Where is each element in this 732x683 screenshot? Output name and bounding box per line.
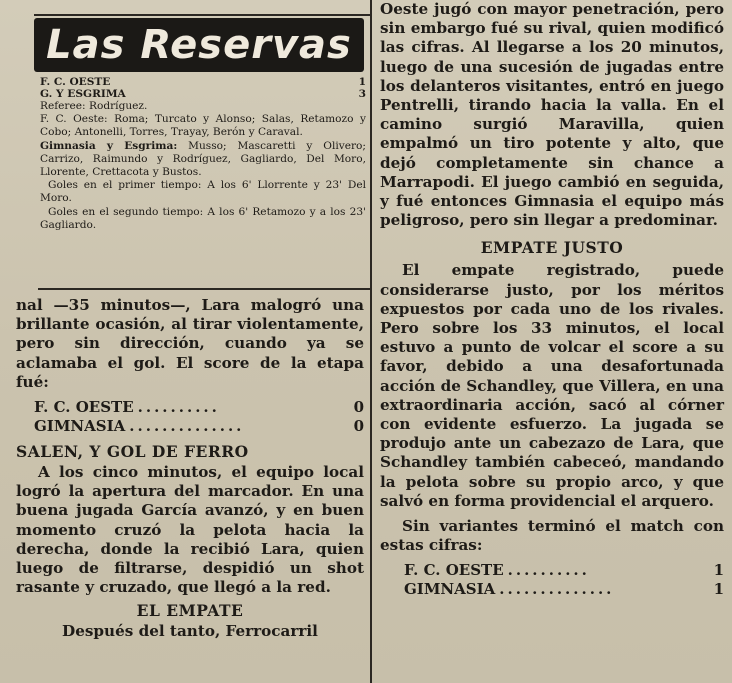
goals-second-half: Goles en el segundo tiempo: A los 6' Retamozo y a los 23' Gagliardo.	[40, 205, 366, 231]
lineup-gimnasia-label: Gimnasia y Esgrima:	[40, 139, 178, 152]
summary-goals: 1	[358, 76, 366, 88]
score-dots: ..........	[507, 561, 590, 580]
left-paragraph-2: A los cinco minutos, el equipo local logró la apertura del marcador. En una buena jugada García avanzó, y en buen momento cruzó la pelota hacia la derecha, donde la recibió Lara, quien luego de filtrarse, despidió un shot rasante y cruzado, que llegó a la red.	[16, 463, 364, 597]
lineup-gimnasia-players: Musso; Mascaretti y Olivero; Carrizo, Raimundo y Rodríguez, Gagliardo, Del Moro, Llorente, Crettacota y Bustos.	[40, 139, 367, 179]
score-goals: 0	[353, 417, 364, 436]
column-divider	[370, 0, 372, 683]
score-row	[404, 580, 724, 599]
right-paragraph-2: El empate registrado, puede considerarse justo, por los méritos expuestos por cada uno de los rivales. Pero sobre los 33 minutos, el local estuvo a punto de volcar el score a su favor, debido a una desafortunada acción de Schandley, que Villera, en una extraordinaria acción, sacó al córner con evidente esfuerzo. La jugada se produjo ante un cabezazo de Lara, que Schandley también cabeceó, mandando la pelota sobre su propio arco, y que salvó en forma providencial el arquero.	[380, 261, 724, 510]
summary-team: F. C. OESTE	[40, 76, 111, 88]
goals-first-half: Goles en el primer tiempo: A los 6' Llorrente y 23' Del Moro.	[40, 179, 366, 205]
summary-score-row	[40, 88, 366, 100]
score-team: GIMNASIA	[404, 580, 496, 599]
referee-line: Referee: Rodríguez.	[40, 100, 148, 112]
section-banner: Las Reservas	[34, 18, 364, 72]
final-scores	[380, 555, 724, 599]
score-goals: 1	[713, 561, 724, 580]
lineup-oeste: F. C. Oeste: Roma; Turcato y Alonso; Salas, Retamozo y Cobo; Antonelli, Torres, Trayay, Berón y Caraval.	[40, 113, 366, 139]
score-team: F. C. OESTE	[404, 561, 504, 580]
lineup-gimnasia	[40, 140, 366, 180]
subheading-salen: SALEN, Y GOL DE FERRO	[16, 442, 249, 462]
score-row	[34, 398, 364, 417]
right-paragraph-1: Oeste jugó con mayor penetración, pero sin embargo fué su rival, quien modificó las cifras. Al llegarse a los 20 minutos, luego de una sucesión de jugadas entre los delanteros visitantes, entró en juego Pentrelli, tirando hacia la valla. En el camino surgió Maravilla, quien empalmó un tiro potente y alto, que dejó completamente sin chance a Marrapodi. El juego cambió en seguida, y fué entonces Gimnasia el equipo más peligroso, pero sin llegar a predominar.	[380, 0, 724, 230]
right-body	[380, 0, 724, 599]
summary-box	[26, 14, 368, 286]
right-column	[380, 0, 724, 683]
score-dots: ..............	[129, 417, 245, 436]
summary-text	[40, 76, 366, 232]
summary-goals: 3	[358, 88, 366, 100]
left-paragraph-3: Después del tanto, Ferrocarril	[62, 622, 318, 641]
subheading-empate: EL EMPATE	[136, 601, 244, 621]
score-goals: 1	[713, 580, 724, 599]
score-dots: ..........	[137, 398, 220, 417]
summary-team: G. Y ESGRIMA	[40, 88, 126, 100]
half-time-scores	[16, 392, 364, 438]
score-team: GIMNASIA	[34, 417, 126, 436]
summary-bottom-rule	[38, 288, 370, 290]
score-row	[404, 561, 724, 580]
score-team: F. C. OESTE	[34, 398, 134, 417]
score-dots: ..............	[499, 580, 615, 599]
subheading-empate-justo: EMPATE JUSTO	[480, 238, 624, 258]
score-row	[34, 417, 364, 436]
summary-top-rule	[34, 14, 370, 16]
summary-score-row	[40, 76, 366, 88]
score-goals: 0	[353, 398, 364, 417]
right-paragraph-3: Sin variantes terminó el match con estas cifras:	[380, 517, 724, 555]
left-paragraph-1: nal —35 minutos—, Lara malogró una brillante ocasión, al tirar violentamente, pero sin dirección, cuando ya se aclamaba el gol. El score de la etapa fué:	[16, 296, 364, 391]
left-column	[16, 0, 367, 683]
left-body	[16, 296, 364, 642]
